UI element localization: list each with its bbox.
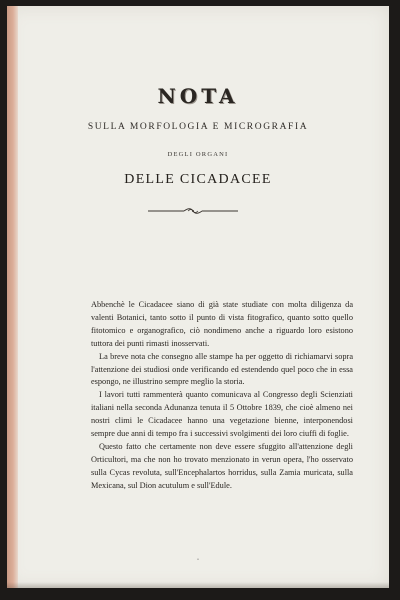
body-text <box>91 299 353 493</box>
document-subtitle: SULLA MORFOLOGIA E MICROGRAFIA <box>87 122 309 132</box>
document-title: NOTA <box>157 84 239 108</box>
ornament-rule <box>148 207 238 215</box>
page-mark: • <box>197 558 199 563</box>
paragraph: I lavori tutti rammenterà quanto comunicava al Congresso degli Scienziati italiani nella seconda Adunanza tenuta il 5 Ottobre 1839, che cioè almeno nei nostri climi le Cicadacee hanno una vegetazione bienne, interponendosi sempre due anni di tempo fra i successivi svolgimenti dei loro ciuffi di foglie. <box>91 390 353 439</box>
document-main-heading: DELLE CICADACEE <box>124 172 272 187</box>
paragraph: La breve nota che consegno alle stampe ha per oggetto di richiamarvi sopra l'attenzione dei studiosi onde verificando ed estendendo quel poco che in essa espongo, ne illustrino sempre meglio la storia. <box>91 351 353 387</box>
paragraph: Questo fatto che certamente non deve essere sfuggito all'attenzione degli Orticultori, ma che non ho trovato menzionato in verun opera, l'ho osservato sulla Cycas revoluta, sull'Encephalartos horridus, sulla Zamia muricata, sulla Mexicana, sul Dion acutulum e sull'Edule. <box>91 441 353 490</box>
page-bottom-shadow <box>7 582 389 588</box>
paragraph: Abbenchè le Cicadacee siano di già state studiate con molta diligenza da valenti Botanici, tanto sotto il punto di vista fitografico, quanto sotto quello fitotomico e organografico, ciò nondimeno anche a riguardo loro esistono tuttora dei punti rimasti inosservati. <box>91 300 353 348</box>
document-small-caps: DEGLI ORGANI <box>167 151 229 158</box>
document-page <box>7 6 389 588</box>
